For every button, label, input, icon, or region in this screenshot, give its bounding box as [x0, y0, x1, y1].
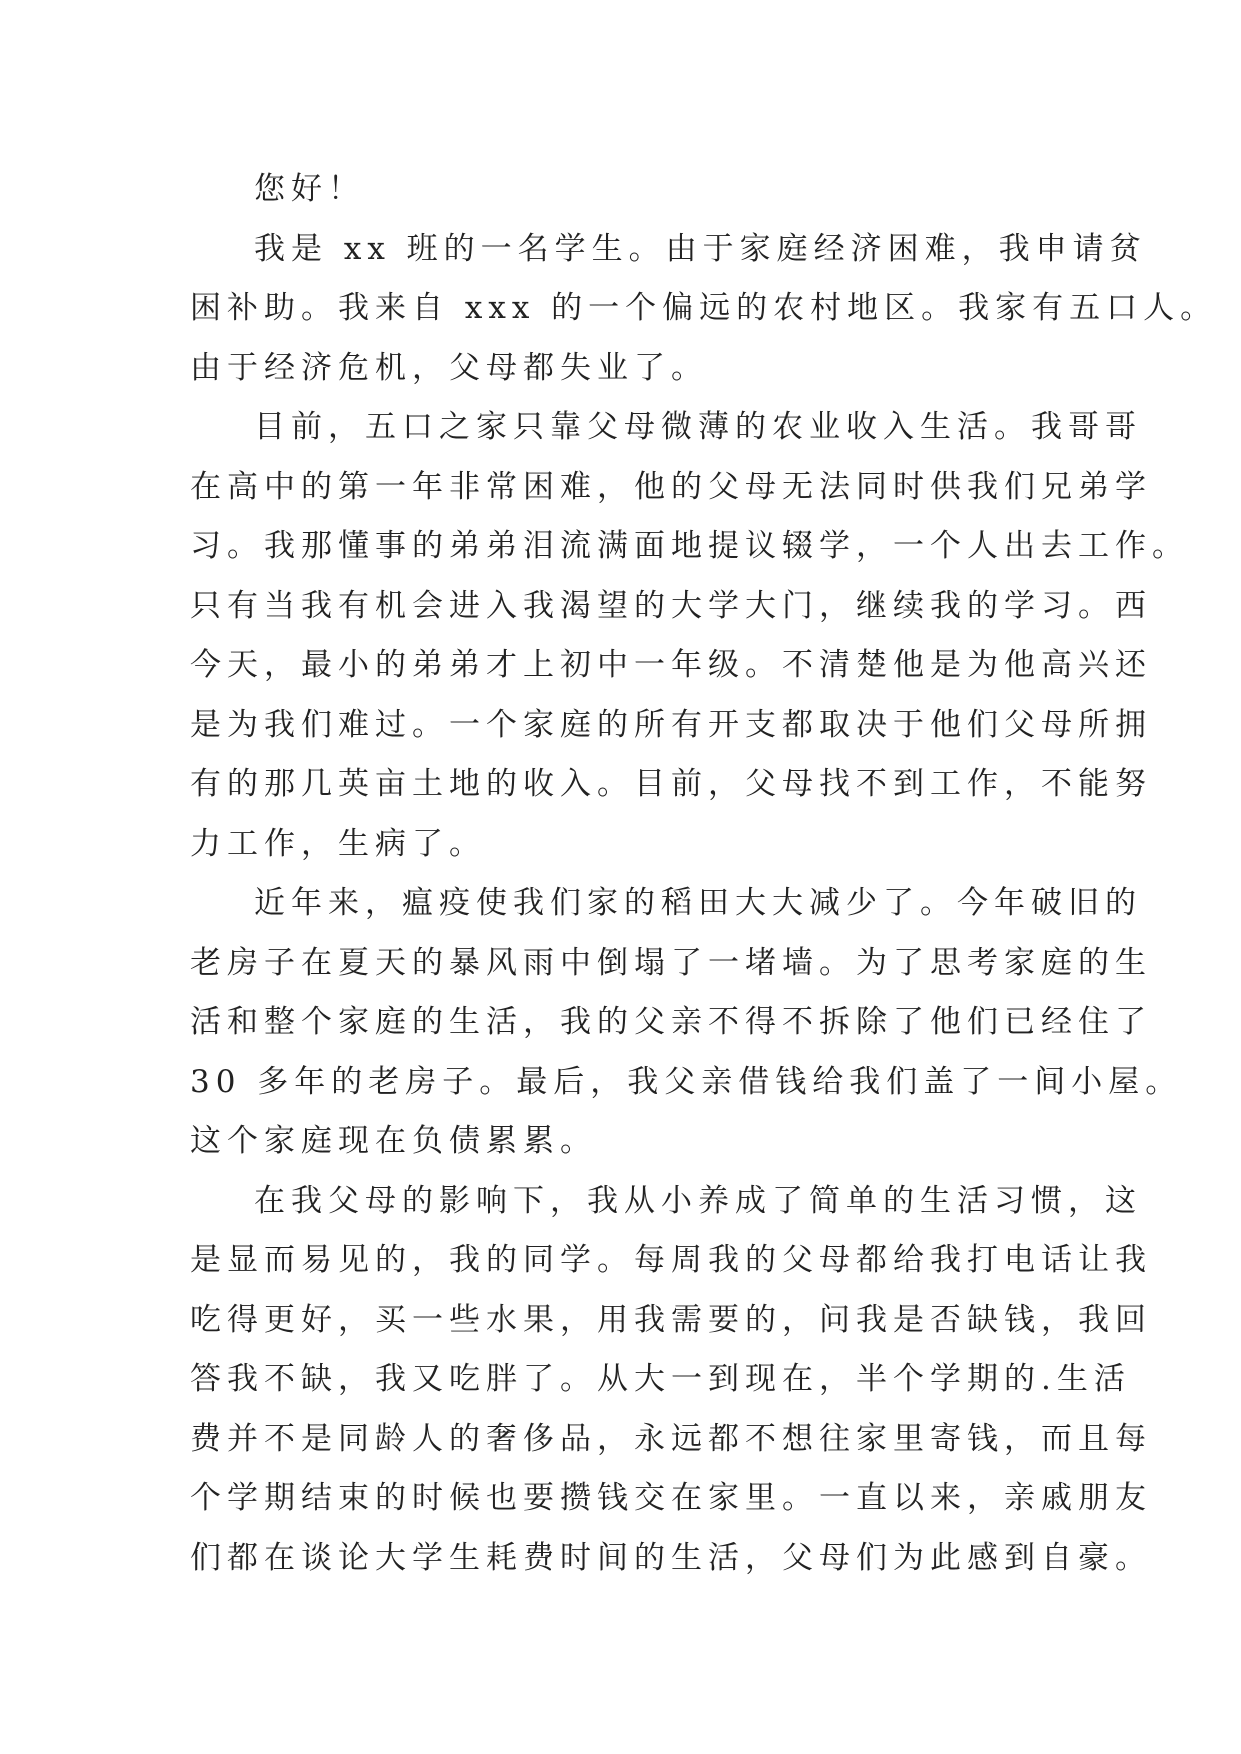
paragraph-line: 30 多年的老房子。最后，我父亲借钱给我们盖了一间小屋。: [190, 1063, 1183, 1100]
paragraph-line: 我是 xx 班的一名学生。由于家庭经济困难，我申请贫: [254, 230, 1147, 267]
paragraph-line: 是显而易见的，我的同学。每周我的父母都给我打电话让我: [190, 1242, 1152, 1278]
paragraph: [190, 398, 1189, 874]
paragraph-line: 困补助。我来自 xxx 的一个偏远的农村地区。我家有五口人。: [190, 290, 1218, 326]
paragraph-line: 是为我们难过。一个家庭的所有开支都取决于他们父母所拥: [190, 706, 1152, 743]
paragraph-line: 只有当我有机会进入我渴望的大学大门，继续我的学习。西: [190, 587, 1152, 624]
paragraph-line: 这个家庭现在负债累累。: [190, 1123, 597, 1159]
paragraph-line: 吃得更好，买一些水果，用我需要的，问我是否缺钱，我回: [190, 1301, 1152, 1338]
paragraph-line: 有的那几英亩土地的收入。目前，父母找不到工作，不能努: [190, 766, 1152, 802]
greeting: 您好！: [254, 171, 365, 207]
paragraph-line: 个学期结束的时候也要攒钱交在家里。一直以来，亲戚朋友: [190, 1480, 1152, 1516]
paragraph: [190, 220, 1218, 399]
paragraph-line: 近年来，瘟疫使我们家的稻田大大减少了。今年破旧的: [254, 885, 1142, 921]
paragraph-line: 习。我那懂事的弟弟泪流满面地提议辍学，一个人出去工作。: [190, 528, 1189, 564]
letter-body: [190, 160, 1218, 1588]
paragraph-line: 今天，最小的弟弟才上初中一年级。不清楚他是为他高兴还: [190, 647, 1152, 683]
paragraph-line: 费并不是同龄人的奢侈品，永远都不想往家里寄钱，而且每: [190, 1420, 1152, 1457]
paragraph: [190, 874, 1183, 1172]
paragraph-line: 活和整个家庭的生活，我的父亲不得不拆除了他们已经住了: [190, 1004, 1152, 1040]
paragraph-line: 在高中的第一年非常困难，他的父母无法同时供我们兄弟学: [190, 468, 1152, 505]
paragraph-line: 目前，五口之家只靠父母微薄的农业收入生活。我哥哥: [254, 409, 1142, 445]
paragraph-line: 力工作，生病了。: [190, 825, 486, 862]
paragraph: [190, 1172, 1152, 1589]
paragraph-line: 老房子在夏天的暴风雨中倒塌了一堵墙。为了思考家庭的生: [190, 944, 1152, 981]
paragraph-line: 在我父母的影响下，我从小养成了简单的生活习惯，这: [254, 1182, 1142, 1219]
paragraph-line: 由于经济危机，父母都失业了。: [190, 349, 708, 386]
paragraph-line: 答我不缺，我又吃胖了。从大一到现在，半个学期的.生活: [190, 1361, 1131, 1397]
paragraph-line: 们都在谈论大学生耗费时间的生活，父母们为此感到自豪。: [190, 1539, 1152, 1576]
